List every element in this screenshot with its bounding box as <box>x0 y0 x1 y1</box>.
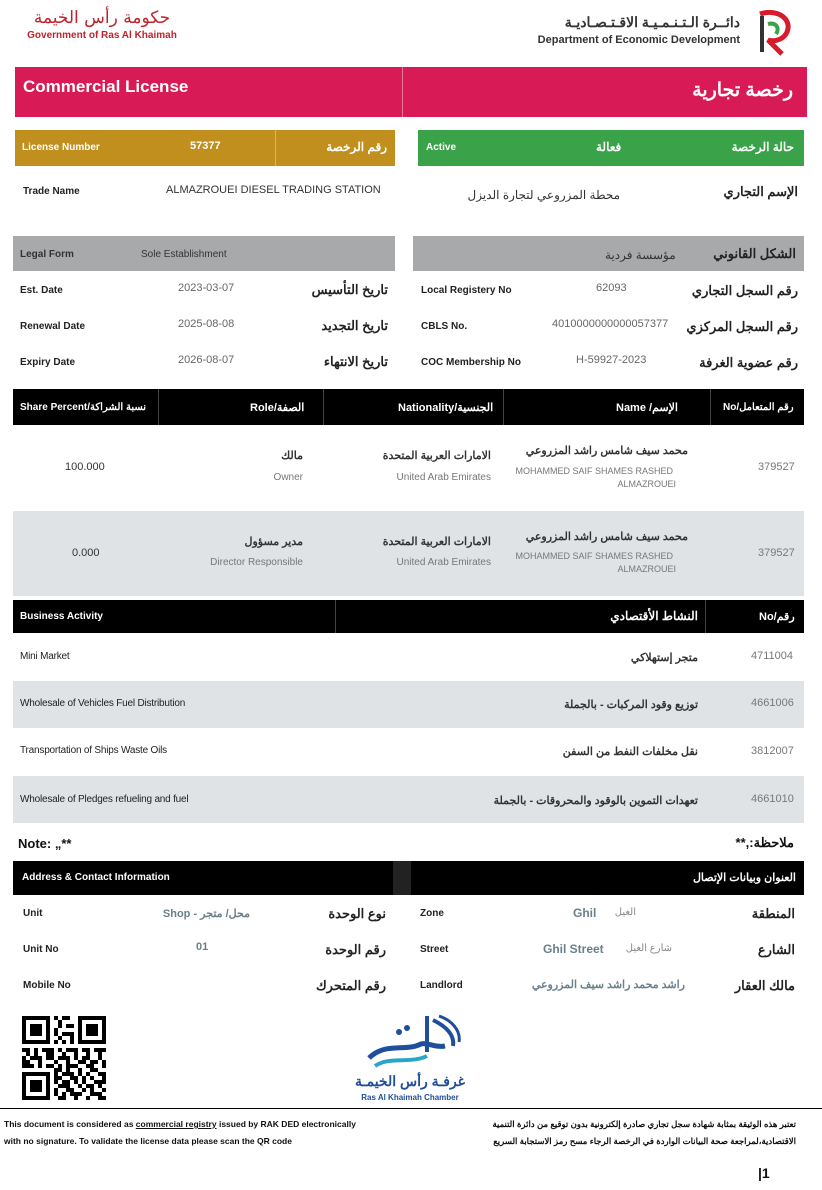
ded-logo <box>532 12 802 54</box>
address-header-en: Address & Contact Information <box>22 872 170 883</box>
partners-header-role: Role/الصفة <box>250 402 305 414</box>
legal-form-bar-right <box>413 236 804 271</box>
footer-en-1b[interactable]: commercial registry <box>135 1119 217 1129</box>
activity-header <box>13 600 804 633</box>
license-status-en: Active <box>426 142 457 153</box>
registry-value: 62093 <box>596 282 627 294</box>
est-date-label-ar: تاريخ التأسيس <box>311 282 388 297</box>
partner-role-en: Director Responsible <box>210 557 303 568</box>
activity-no: 4711004 <box>751 650 794 662</box>
ded-emblem-icon <box>752 10 794 56</box>
note-ar: ملاحظة:,** <box>735 835 794 850</box>
partner-name-ar: محمد سيف شامس راشد المزروعي <box>525 445 688 457</box>
expiry-date-label-ar: تاريخ الانتهاء <box>323 354 388 369</box>
coc-label-ar: رقم عضوية الغرفة <box>699 355 798 370</box>
street-label-en: Street <box>420 944 449 955</box>
activity-header-div1 <box>335 600 336 633</box>
partners-header-share: Share Percent/نسبة الشراكة <box>20 402 147 413</box>
footer-ar-line1: تعتبر هذه الوثيقة بمثابة شهادة سجل تجاري صادرة إلكترونية بدون توقيع من دائرة التنمية <box>492 1119 796 1129</box>
activity-no: 3812007 <box>751 745 794 757</box>
partner-name-en-1: MOHAMMED SAIF SHAMES RASHED <box>515 551 673 561</box>
street-value-en: Ghil Street <box>543 942 604 956</box>
partner-name-ar: محمد سيف شامس راشد المزروعي <box>525 531 688 543</box>
est-date-value: 2023-03-07 <box>178 282 235 294</box>
partners-header-div1 <box>158 389 159 425</box>
unit-no-label-ar: رقم الوحدة <box>325 942 386 957</box>
page-number: |1 <box>758 1165 770 1181</box>
qr-code[interactable] <box>22 1016 106 1100</box>
ded-ar: دائــرة الـتـنـمـيـة الاقـتـصـاديـة <box>564 14 740 30</box>
ded-en: Department of Economic Development <box>537 34 740 46</box>
landlord-label-en: Landlord <box>420 980 463 991</box>
title-divider <box>402 67 403 117</box>
est-date-label-en: Est. Date <box>20 285 63 296</box>
mobile-label-en: Mobile No <box>23 980 71 991</box>
license-number-value: 57377 <box>190 140 221 152</box>
partner-role-ar: مدير مسؤول <box>244 536 303 548</box>
activity-row <box>13 634 804 680</box>
unit-value: Shop - محل/ متجر <box>162 908 250 920</box>
cbls-label-en: CBLS No. <box>421 321 468 332</box>
license-number-bar <box>15 130 395 166</box>
note-en: Note: „** <box>18 836 72 851</box>
zone-label-en: Zone <box>420 908 444 919</box>
license-status-ar: فعالة <box>596 140 622 154</box>
license-status-bar <box>418 130 804 166</box>
landlord-label-ar: مالك العقار <box>734 978 795 993</box>
activity-en: Wholesale of Pledges refueling and fuel <box>20 794 189 805</box>
mobile-label-ar: رقم المتحرك <box>315 978 386 993</box>
expiry-date-label-en: Expiry Date <box>20 357 76 368</box>
trade-name-ar: محطة المزروعي لتجارة الديزل <box>467 188 620 202</box>
activity-header-no: No/رقم <box>759 611 795 623</box>
renewal-date-label-ar: تاريخ التجديد <box>321 318 388 333</box>
activity-header-div2 <box>705 600 706 633</box>
activity-en: Wholesale of Vehicles Fuel Distribution <box>20 698 186 709</box>
legal-form-bar-left <box>13 236 395 271</box>
renewal-date-value: 2025-08-08 <box>178 318 235 330</box>
activity-header-ar: النشاط الأقتصادي <box>610 609 698 623</box>
legal-form-label-ar: الشكل القانوني <box>713 246 796 261</box>
license-number-label-en: License Number <box>22 142 100 153</box>
coc-value: H-59927-2023 <box>576 354 647 366</box>
cbls-value: 4010000000000057377 <box>552 318 669 330</box>
title-en: Commercial License <box>23 77 189 96</box>
activity-en: Transportation of Ships Waste Oils <box>20 745 167 756</box>
chamber-emblem-icon <box>355 1012 465 1070</box>
landlord-value: راشد محمد راشد سيف المزروعي <box>531 979 685 991</box>
registry-label-ar: رقم السجل التجاري <box>691 283 798 298</box>
activity-row <box>13 729 804 775</box>
chamber-en: Ras Al Khaimah Chamber <box>361 1093 459 1102</box>
partner-role-ar: مالك <box>281 450 303 462</box>
address-header <box>13 861 804 895</box>
footer-en-1a: This document is considered as <box>4 1119 136 1129</box>
unit-no-label-en: Unit No <box>23 944 59 955</box>
trade-name-en: ALMAZROUEI DIESEL TRADING STATION <box>166 184 381 196</box>
partner-role-en: Owner <box>273 472 303 483</box>
partners-header-nationality: Nationality/الجنسية <box>398 402 494 414</box>
partners-header <box>13 389 804 425</box>
partner-no: 379527 <box>758 461 795 473</box>
expiry-date-value: 2026-08-07 <box>178 354 235 366</box>
partner-nat-ar: الامارات العربية المتحدة <box>382 450 491 462</box>
activity-ar: تعهدات التموين بالوقود والمحروقات - بالجملة <box>493 795 698 807</box>
address-header-ar: العنوان وبيانات الإتصال <box>692 872 796 884</box>
coc-label-en: COC Membership No <box>421 357 522 368</box>
trade-name-label-en: Trade Name <box>23 186 80 197</box>
zone-label-ar: المنطقة <box>751 906 795 921</box>
footer-en-1c: issued by RAK DED electronically <box>216 1119 356 1129</box>
license-number-label-ar: رقم الرخصة <box>326 140 387 154</box>
unit-label-ar: نوع الوحدة <box>328 906 386 921</box>
cbls-label-ar: رقم السجل المركزي <box>686 319 798 334</box>
partner-nat-ar: الامارات العربية المتحدة <box>382 536 491 548</box>
partners-header-div2 <box>323 389 324 425</box>
partner-share: 100.000 <box>65 461 105 473</box>
license-number-divider <box>275 130 276 166</box>
partner-share: 0.000 <box>72 547 100 559</box>
activity-row <box>13 681 804 728</box>
partner-no: 379527 <box>758 547 795 559</box>
license-status-label-ar: حالة الرخصة <box>731 140 794 154</box>
partner-name-en-1: MOHAMMED SAIF SHAMES RASHED <box>515 466 673 476</box>
partners-header-div3 <box>503 389 504 425</box>
legal-form-value-ar: مؤسسة فردية <box>605 248 676 262</box>
partner-row <box>13 511 804 596</box>
legal-form-label-en: Legal Form <box>20 249 74 260</box>
qr-code-icon <box>22 1016 106 1100</box>
footer-en-line2: with no signature. To validate the license data please scan the QR code <box>4 1136 292 1146</box>
trade-name-label-ar: الإسم التجاري <box>723 184 798 199</box>
partner-name-en-2: ALMAZROUEI <box>617 564 676 574</box>
chamber-ar: غرفـة رأس الخيمـة <box>355 1073 465 1089</box>
partner-nat-en: United Arab Emirates <box>396 557 491 568</box>
partner-name-en-2: ALMAZROUEI <box>617 479 676 489</box>
title-ar: رخصة تجارية <box>692 80 793 101</box>
rak-gov-logo <box>22 8 182 48</box>
title-bar <box>15 67 807 117</box>
footer-en-line1 <box>4 1119 356 1129</box>
chamber-logo <box>345 1012 475 1104</box>
street-value-ar: شارع الغيل <box>625 943 672 954</box>
rak-gov-en: Government of Ras Al Khaimah <box>27 30 177 41</box>
activity-no: 4661010 <box>751 793 794 805</box>
activity-ar: توزيع وقود المركبات - بالجملة <box>564 699 698 711</box>
registry-label-en: Local Registery No <box>421 285 512 296</box>
unit-label-en: Unit <box>23 908 43 919</box>
activity-row <box>13 776 804 823</box>
activity-header-en: Business Activity <box>20 611 103 622</box>
footer-divider <box>0 1108 822 1109</box>
rak-gov-ar: حكومة رأس الخيمة <box>33 8 171 28</box>
activity-no: 4661006 <box>751 697 794 709</box>
activity-ar: متجر إستهلاكي <box>630 652 698 664</box>
activity-ar: نقل مخلفات النفط من السفن <box>562 746 698 758</box>
partners-header-div4 <box>710 389 711 425</box>
partners-header-no: No/رقم المتعامل <box>723 402 794 413</box>
zone-value-en: Ghil <box>573 906 597 920</box>
street-label-ar: الشارع <box>757 942 795 957</box>
activity-en: Mini Market <box>20 651 70 662</box>
partner-row <box>13 425 804 510</box>
renewal-date-label-en: Renewal Date <box>20 321 86 332</box>
zone-value-ar: الغيل <box>614 907 636 918</box>
partner-nat-en: United Arab Emirates <box>396 472 491 483</box>
footer-ar-line2: الاقتصادية،لمراجعة صحة البيانات الواردة في الرخصة الرجاء مسح رمز الاستجابة السريع <box>493 1136 796 1146</box>
legal-form-value-en: Sole Establishment <box>141 249 227 260</box>
address-header-gap <box>393 861 411 895</box>
unit-no-value: 01 <box>196 941 209 953</box>
partners-header-name: Name /الإسم <box>616 402 678 414</box>
